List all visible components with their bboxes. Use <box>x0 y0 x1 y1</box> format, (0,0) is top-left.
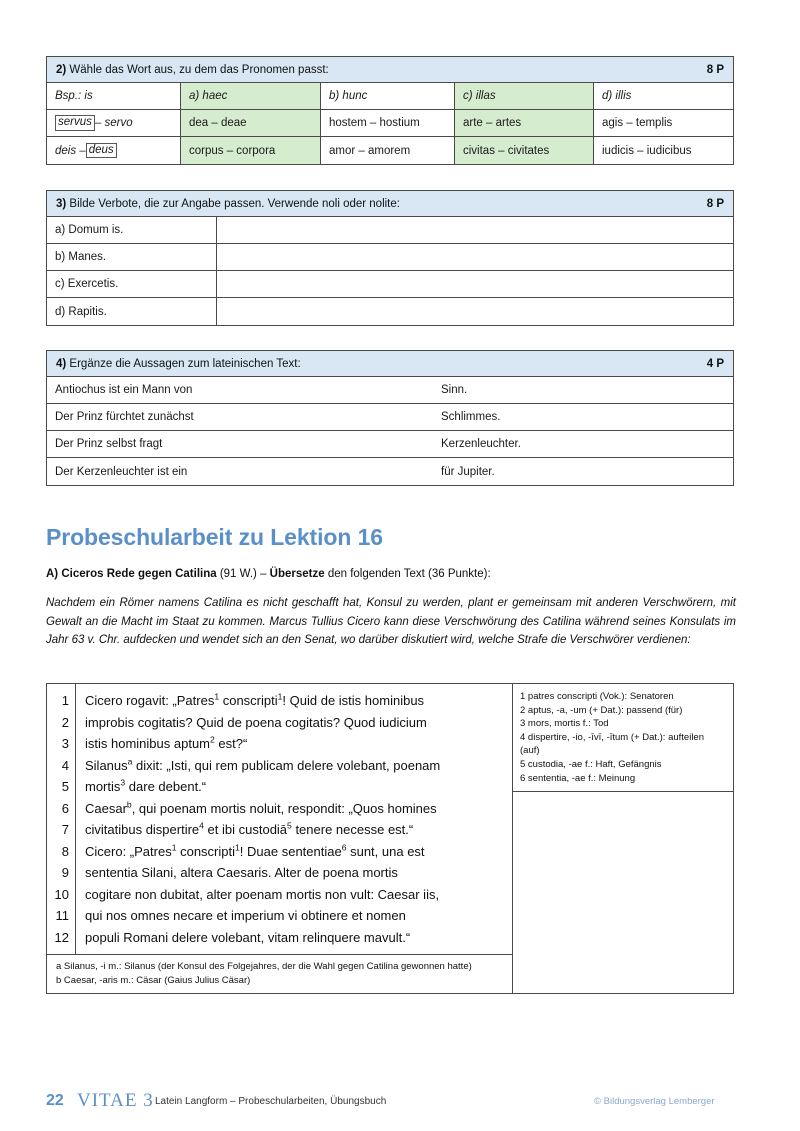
latin-line: istis hominibus aptum$^2$ est?“ <box>85 734 248 751</box>
statement-left-4: Der Kerzenleuchter ist ein <box>55 465 188 478</box>
task-a-label: A) Ciceros Rede gegen Catilina <box>46 568 217 580</box>
task-a-words: (91 W.) – <box>216 568 270 580</box>
answer-field-c[interactable] <box>217 271 733 297</box>
table-row <box>47 217 733 244</box>
line-number: 12 <box>54 929 69 945</box>
answer-cell-c-row2[interactable]: civitas – civitates <box>455 137 594 164</box>
line-number: 10 <box>54 886 69 902</box>
table-row <box>47 83 733 110</box>
answer-cell-b-row1[interactable]: hostem – hostium <box>321 110 455 136</box>
letter-footnote: a Silanus, -i m.: Silanus (der Konsul des Folgejahres, der die Wahl gegen Catilina gewonnen hatte) <box>56 961 472 972</box>
latin-line: mortis$^3$ dare debent.“ <box>85 777 207 794</box>
exercise-2-title-text: Wähle das Wort aus, zu dem das Pronomen passt: <box>66 63 329 76</box>
exercise-4-header <box>47 351 733 377</box>
line-number: 9 <box>61 865 69 880</box>
statement-left-3: Der Prinz selbst fragt <box>55 438 163 450</box>
exercise-2-number: 2) <box>56 63 67 76</box>
line-number: 8 <box>61 843 69 859</box>
example-cell-row1 <box>47 110 181 136</box>
option-header-c: c) illas <box>455 83 594 109</box>
latin-line: populi Romani delere volebant, vitam relinquere mavult.“ <box>85 929 411 945</box>
latin-line: Cicero rogavit: „Patres$^1$ conscripti$^1$! Quid de istis hominibus <box>85 691 425 708</box>
answer-cell-b-row2[interactable]: amor – amorem <box>321 137 455 164</box>
task-a-tail: den folgenden Text (36 Punkte): <box>324 568 491 580</box>
latin-line: improbis cogitatis? Quid de poena cogitatis? Quod iudicium <box>85 714 427 730</box>
latin-source-text <box>76 684 512 954</box>
prompt-cell-a: a) Domum is. <box>47 217 217 243</box>
latin-line: sententia Silani, altera Caesaris. Alter de poena mortis <box>85 865 398 880</box>
line-number: 6 <box>61 800 69 816</box>
line-number: 2 <box>61 714 69 730</box>
line-number: 3 <box>61 736 69 751</box>
exercise-3-points: 8 P <box>706 197 724 210</box>
example-header-cell: Bsp.: is <box>47 83 181 109</box>
task-a-verb: Übersetze <box>269 568 325 580</box>
vocabulary-column <box>513 684 733 993</box>
statement-left-2: Der Prinz fürchtet zunächst <box>55 411 194 423</box>
vocabulary-entry: 4 dispertire, -io, -īvī, -ītum (+ Dat.): aufteilen (auf) <box>520 731 704 757</box>
statement-left-1: Antiochus ist ein Mann von <box>55 384 193 396</box>
statement-right-2[interactable]: Schlimmes. <box>441 411 501 423</box>
line-number: 1 <box>61 693 69 708</box>
exercise-block-2 <box>46 56 734 165</box>
exercise-2-points: 8 P <box>706 63 724 76</box>
exercise-4-points: 4 P <box>706 357 724 370</box>
exercise-block-4 <box>46 350 734 486</box>
latin-line: Cicero: „Patres$^1$ conscripti$^1$! Duae sententiae$^6$ sunt, una est <box>85 842 425 859</box>
statement-right-3[interactable]: Kerzenleuchter. <box>441 438 521 450</box>
task-a-heading <box>46 568 736 580</box>
boxed-word-deus: deus <box>86 143 117 158</box>
exercise-4-title-text: Ergänze die Aussagen zum lateinischen Text: <box>66 357 301 370</box>
vocabulary-entry: 5 custodia, -ae f.: Haft, Gefängnis <box>520 758 662 770</box>
prompt-cell-d: d) Rapitis. <box>47 298 217 325</box>
example-rest-row1: – servo <box>94 117 133 129</box>
footer-copyright: © Bildungsverlag Lemberger <box>594 1096 715 1107</box>
exercise-3-number: 3) <box>56 197 67 210</box>
vocabulary-entry: 6 sententia, -ae f.: Meinung <box>520 772 636 784</box>
statement-right-4[interactable]: für Jupiter. <box>441 465 495 478</box>
vocabulary-list <box>513 684 733 791</box>
table-row <box>47 110 733 137</box>
answer-cell-c-row1[interactable]: arte – artes <box>455 110 594 136</box>
table-row <box>47 298 733 325</box>
latin-line: qui nos omnes necare et imperium vi obtinere et nomen <box>85 908 406 923</box>
answer-cell-d-row1[interactable]: agis – templis <box>602 117 673 129</box>
latin-text-box <box>46 683 734 994</box>
intro-paragraph: Nachdem ein Römer namens Catilina es nicht geschafft hat, Konsul zu werden, plant er gemeinsam mit anderen Verschwörern, mit Gewalt an die Macht im Staat zu kommen. Marcus Tullius Cicero kann diese Verschwörung des Catilina während seines Konsulats im Jahr 63 v. Chr. aufdecken und wendet sich an den Senat, wo darüber diskutiert wird, welche Strafe die Verschwörer verdienen: <box>46 597 736 647</box>
line-number: 5 <box>61 779 69 794</box>
answer-field-b[interactable] <box>217 244 733 270</box>
latin-line: Silanus$^a$ dixit: „Isti, qui rem publicam delere volebant, poenam <box>85 756 441 773</box>
exercise-2-title <box>56 64 329 76</box>
letter-footnotes <box>47 954 512 993</box>
line-number-gutter <box>47 684 76 954</box>
exercise-2-header <box>47 57 733 83</box>
prompt-cell-c: c) Exercetis. <box>47 271 217 297</box>
footer-page-number: 22 <box>46 1092 64 1109</box>
vocabulary-entry: 3 mors, mortis f.: Tod <box>520 718 609 730</box>
letter-footnote: b Caesar, -aris m.: Cäsar (Gaius Julius Cäsar) <box>56 974 251 986</box>
option-header-d: d) illis <box>602 90 632 102</box>
line-number: 4 <box>61 757 69 773</box>
latin-text-column <box>47 684 513 993</box>
exercise-4-number: 4) <box>56 357 67 370</box>
vocabulary-entry: 2 aptus, -a, -um (+ Dat.): passend (für) <box>520 704 683 716</box>
answer-cell-a-row1[interactable]: dea – deae <box>181 110 321 136</box>
latin-line: civitatibus dispertire$^4$ et ibi custodiā$^5$ tenere necesse est.“ <box>85 820 414 837</box>
table-row <box>47 458 733 485</box>
table-row <box>47 137 733 164</box>
exercise-4-title <box>56 358 301 370</box>
boxed-word-servus: servus <box>55 115 95 130</box>
table-row <box>47 377 733 404</box>
latin-line: Caesar$^b$, qui poenam mortis noluit, respondit: „Quos homines <box>85 799 437 816</box>
answer-field-a[interactable] <box>217 217 733 243</box>
exercise-3-header <box>47 191 733 217</box>
page-title: Probeschularbeit zu Lektion 16 <box>46 524 383 550</box>
table-row <box>47 244 733 271</box>
line-number: 7 <box>61 822 69 837</box>
exercise-3-title <box>56 198 400 210</box>
option-header-b: b) hunc <box>321 83 455 109</box>
latin-line: cogitare non dubitat, alter poenam mortis non vult: Caesar iis, <box>85 886 440 902</box>
exercise-3-title-text: Bilde Verbote, die zur Angabe passen. Verwende noli oder nolite: <box>66 197 400 210</box>
page-footer <box>0 1092 800 1122</box>
table-row <box>47 271 733 298</box>
answer-field-d[interactable] <box>217 298 733 325</box>
statement-right-1[interactable]: Sinn. <box>441 384 468 396</box>
footer-subtitle: Latein Langform – Probeschularbeiten, Übungsbuch <box>155 1096 387 1107</box>
answer-cell-a-row2[interactable]: corpus – corpora <box>181 137 321 164</box>
prompt-cell-b: b) Manes. <box>47 244 217 270</box>
vocabulary-footer-spacer <box>513 791 733 993</box>
example-cell-row2 <box>47 137 181 164</box>
table-row <box>47 404 733 431</box>
exercise-block-3 <box>46 190 734 326</box>
answer-cell-d-row2[interactable]: iudicis – iudicibus <box>602 144 692 157</box>
example-pre-row2: deis – <box>55 144 86 157</box>
line-number: 11 <box>55 908 69 923</box>
table-row <box>47 431 733 458</box>
footer-series-title: VITAE 3 <box>77 1090 154 1111</box>
vocabulary-entry: 1 patres conscripti (Vok.): Senatoren <box>520 691 674 702</box>
option-header-a: a) haec <box>181 83 321 109</box>
latin-lines-wrapper <box>47 684 512 954</box>
